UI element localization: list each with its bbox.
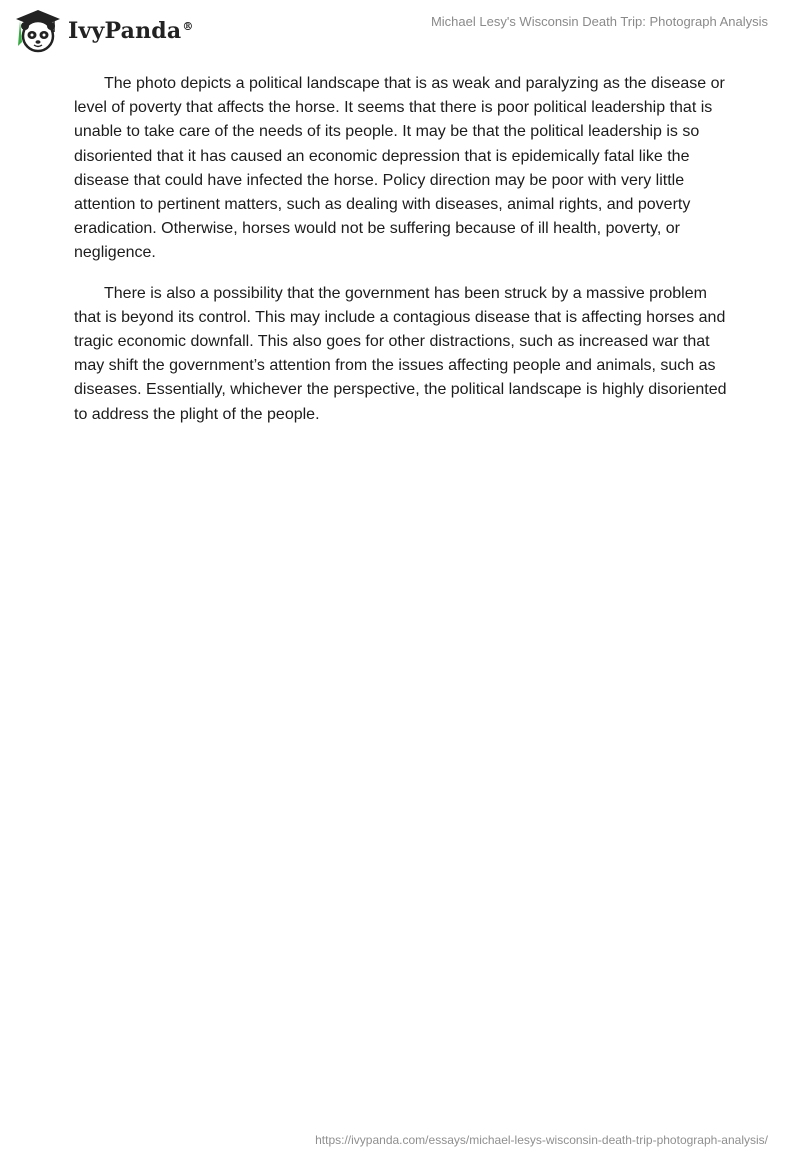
essay-body bbox=[74, 72, 734, 443]
registered-mark: ® bbox=[182, 19, 194, 33]
document-title: Michael Lesy's Wisconsin Death Trip: Photograph Analysis bbox=[430, 14, 768, 29]
brand-name bbox=[68, 18, 194, 44]
paragraph: There is also a possibility that the government has been struck by a massive problem that is beyond its control. This may include a contagious disease that is affecting horses and tragic economic downfall. This also goes for other distractions, such as increased war that may shift the government’s attention from the issues affecting people and animals, such as diseases. Essentially, whichever the perspective, the political landscape is highly disoriented to address the plight of the people. bbox=[74, 284, 727, 423]
page-header bbox=[0, 0, 800, 60]
brand-text: IvyPanda bbox=[68, 18, 182, 44]
ivypanda-logo[interactable] bbox=[14, 8, 194, 54]
paragraph: The photo depicts a political landscape that is as weak and paralyzing as the disease or level of poverty that affects the horse. It seems that there is poor political leadership that is unable to take care of the needs of its people. It may be that the political leadership is so disoriented that it has caused an economic depression that is epidemically fatal like the disease that could have infected the horse. Policy direction may be poor with very little attention to pertinent matters, such as dealing with diseases, animal rights, and poverty eradication. Otherwise, horses would not be suffering because of ill health, poverty, or negligence. bbox=[74, 75, 725, 262]
source-url[interactable]: https://ivypanda.com/essays/michael-lesys-wisconsin-death-trip-photograph-analysis/ bbox=[315, 1133, 768, 1147]
panda-graduate-icon bbox=[14, 8, 62, 54]
